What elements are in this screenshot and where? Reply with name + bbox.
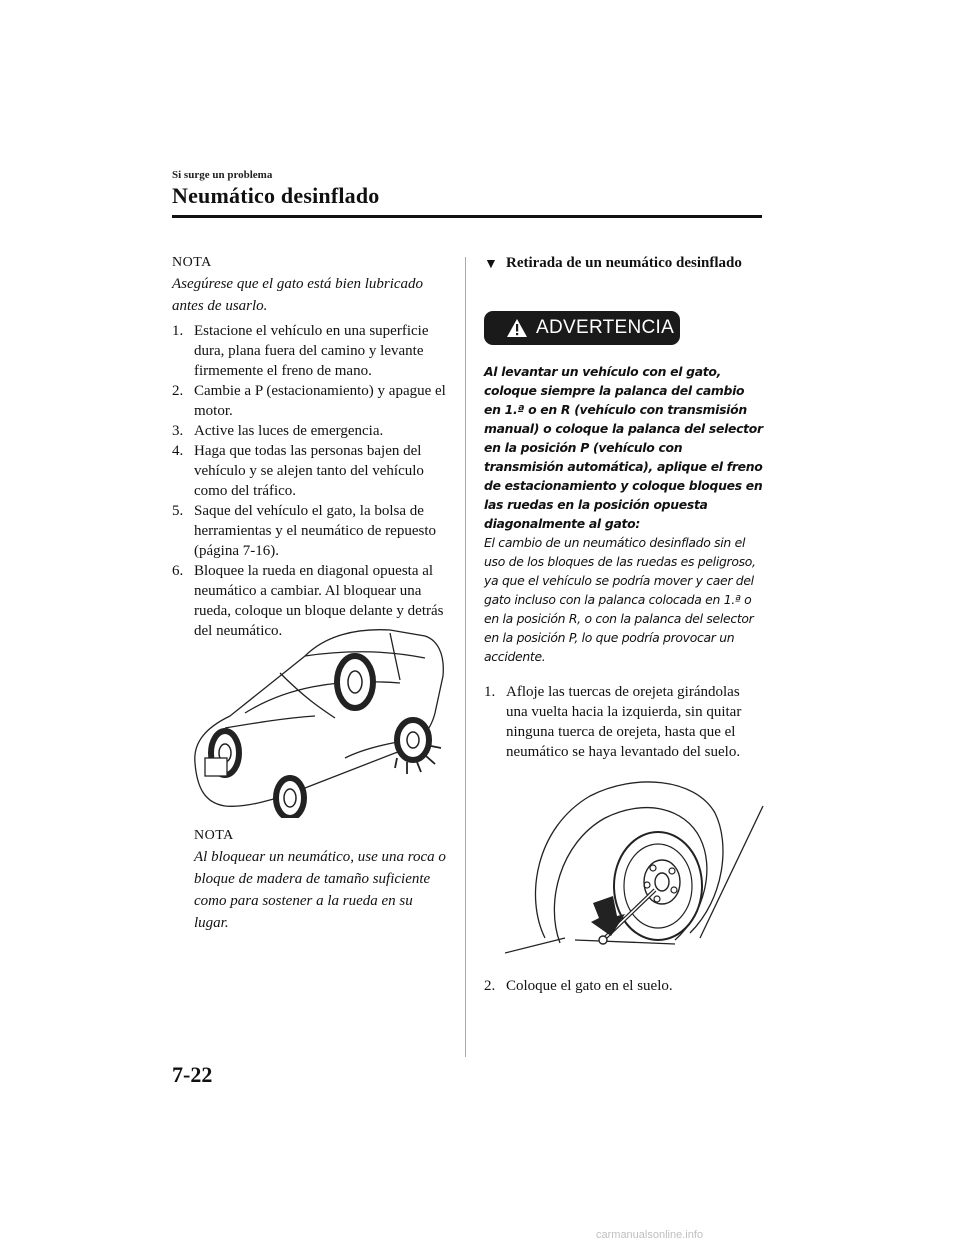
steps-list-left (172, 321, 450, 641)
steps-list-right-2 (484, 976, 762, 996)
step-number: 6. (172, 563, 184, 579)
step-item (172, 381, 450, 421)
column-divider (465, 257, 466, 1057)
wheel-lug-wrench-illustration (505, 768, 765, 963)
warning-icon (506, 318, 528, 338)
note-top (172, 253, 447, 317)
step-text: Bloquee la rueda en diagonal opuesta al neumático a cambiar. Al bloquear una rueda, coloque un bloque delante y detrás del neumático. (194, 563, 444, 639)
step-number: 5. (172, 503, 184, 519)
car-wheel-block-illustration (185, 618, 450, 818)
step-text: Afloje las tuercas de orejeta girándolas una vuelta hacia la izquierda, sin quitar ninguna tuerca de orejeta, hasta que el neumático se haya levantado del suelo. (506, 684, 742, 760)
watermark: carmanualsonline.info (596, 1229, 704, 1241)
step-text: Saque del vehículo el gato, la bolsa de herramientas y el neumático de repuesto (página 7-16). (194, 503, 436, 559)
step-text: Haga que todas las personas bajen del vehículo y se alejen tanto del vehículo como del tráfico. (194, 443, 424, 499)
step-item (172, 321, 450, 381)
section-label: Si surge un problema (172, 169, 273, 181)
step-number: 4. (172, 443, 184, 459)
step-text: Estacione el vehículo en una superficie dura, plana fuera del camino y levante firmemente el freno de mano. (194, 323, 429, 379)
note-heading: NOTA (172, 255, 212, 270)
step-number: 2. (172, 383, 184, 399)
page-number: 7-22 (172, 1062, 213, 1087)
step-text: Cambie a P (estacionamiento) y apague el motor. (194, 383, 446, 419)
note-text: Asegúrese que el gato está bien lubricado antes de usarlo. (172, 276, 424, 314)
step-item (484, 682, 762, 762)
step-number: 1. (172, 323, 184, 339)
step-number: 1. (484, 684, 496, 700)
title-rule (172, 215, 762, 218)
step-number: 3. (172, 423, 184, 439)
triangle-down-icon: ▼ (484, 257, 498, 272)
step-item (172, 421, 450, 441)
step-item (484, 976, 762, 996)
steps-list-right-1 (484, 682, 762, 762)
subheading (484, 253, 754, 274)
step-item (172, 501, 450, 561)
warning-label: ADVERTENCIA (536, 317, 675, 338)
step-item (172, 441, 450, 501)
note-heading: NOTA (194, 828, 234, 843)
warning-text-block (484, 362, 764, 666)
step-text: Coloque el gato en el suelo. (506, 978, 673, 994)
note-bottom (194, 826, 449, 934)
warning-body-text: El cambio de un neumático desinflado sin el uso de los bloques de las ruedas es peligroso, ya que el vehículo se podría mover y caer del gato incluso con la palanca colocada en 1.ª o en la posición R, o con la palanca del selector en la posición P, lo que podría provocar un accidente. (484, 535, 756, 664)
note-text: Al bloquear un neumático, use una roca o bloque de madera de tamaño suficiente como para sostener a la rueda en su lugar. (194, 849, 446, 931)
chapter-title: Neumático desinflado (172, 183, 380, 208)
warning-badge (484, 311, 680, 345)
step-number: 2. (484, 978, 496, 994)
subheading-text: Retirada de un neumático desinflado (506, 255, 742, 271)
step-text: Active las luces de emergencia. (194, 423, 384, 439)
warning-bold-text: Al levantar un vehículo con el gato, coloque siempre la palanca del cambio en 1.ª o en R (vehículo con transmisión manual) o coloque la palanca del selector en la posición P (vehículo con transmisión automática), aplique el freno de estacionamiento y coloque bloques en las ruedas en la posición opuesta diagonalmente al gato: (484, 364, 763, 531)
